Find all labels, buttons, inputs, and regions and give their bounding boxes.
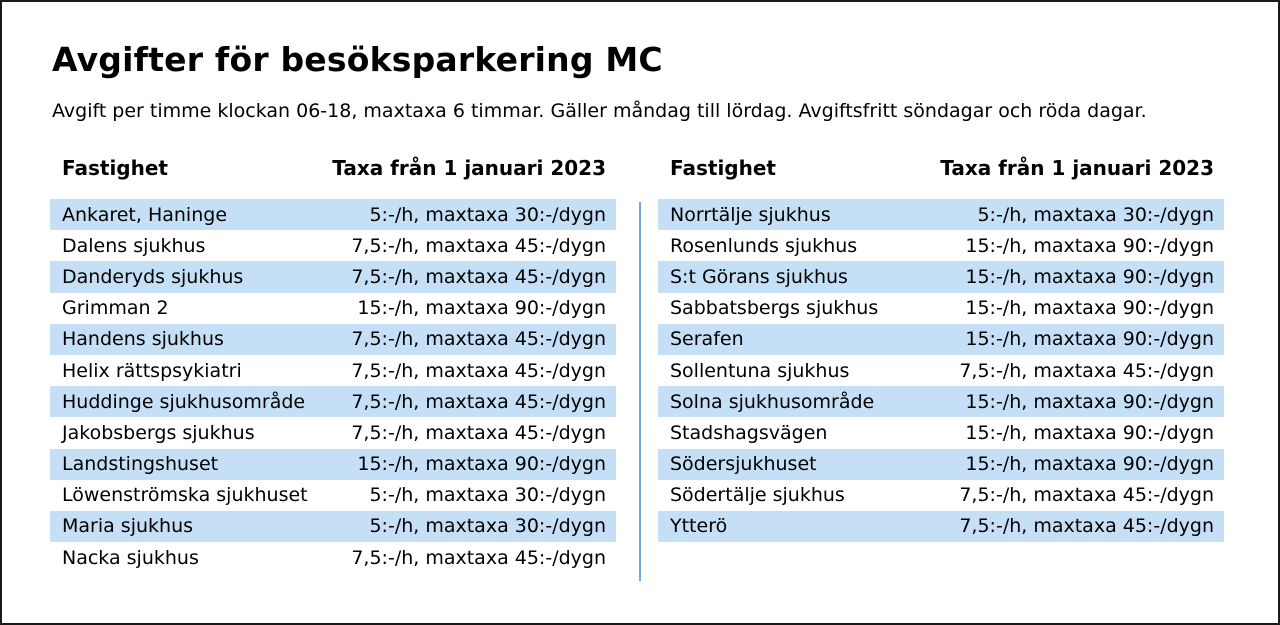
page-title: Avgifter för besöksparkering MC — [52, 40, 663, 79]
table-header — [658, 156, 1224, 190]
rate-value: 15:-/h, maxtaxa 90:-/dygn — [965, 390, 1214, 413]
rate-value: 15:-/h, maxtaxa 90:-/dygn — [965, 328, 1214, 351]
rate-value: 5:-/h, maxtaxa 30:-/dygn — [369, 515, 606, 538]
property-name: Grimman 2 — [62, 297, 169, 320]
page-subtitle: Avgift per timme klockan 06-18, maxtaxa 6 timmar. Gäller måndag till lördag. Avgiftsfritt söndagar och röda dagar. — [52, 100, 1147, 122]
property-name: Sollentuna sjukhus — [670, 359, 850, 382]
rate-value: 7,5:-/h, maxtaxa 45:-/dygn — [351, 359, 606, 382]
table-row — [50, 511, 616, 542]
property-name: Södertälje sjukhus — [670, 484, 845, 507]
rate-value: 15:-/h, maxtaxa 90:-/dygn — [357, 453, 606, 476]
rate-value: 7,5:-/h, maxtaxa 45:-/dygn — [351, 265, 606, 288]
rate-value: 7,5:-/h, maxtaxa 45:-/dygn — [959, 359, 1214, 382]
rate-value: 7,5:-/h, maxtaxa 45:-/dygn — [351, 390, 606, 413]
rate-value: 7,5:-/h, maxtaxa 45:-/dygn — [959, 484, 1214, 507]
rate-value: 15:-/h, maxtaxa 90:-/dygn — [965, 265, 1214, 288]
table-row — [658, 261, 1224, 292]
column-header-property: Fastighet — [670, 156, 776, 180]
rate-value: 5:-/h, maxtaxa 30:-/dygn — [977, 203, 1214, 226]
property-name: Jakobsbergs sjukhus — [62, 421, 255, 444]
table-row — [50, 261, 616, 292]
property-name: Löwenströmska sjukhuset — [62, 484, 308, 507]
rate-value: 5:-/h, maxtaxa 30:-/dygn — [369, 203, 606, 226]
table-row — [658, 449, 1224, 480]
rate-value: 15:-/h, maxtaxa 90:-/dygn — [965, 453, 1214, 476]
column-divider — [639, 202, 641, 581]
table-row — [50, 230, 616, 261]
property-name: Handens sjukhus — [62, 328, 224, 351]
property-name: Ytterö — [670, 515, 728, 538]
rate-value: 15:-/h, maxtaxa 90:-/dygn — [965, 297, 1214, 320]
table-row — [50, 480, 616, 511]
table-body — [50, 199, 616, 573]
property-name: Stadshagsvägen — [670, 421, 828, 444]
table-body — [658, 199, 1224, 542]
property-name: Rosenlunds sjukhus — [670, 234, 858, 257]
rate-value: 7,5:-/h, maxtaxa 45:-/dygn — [959, 515, 1214, 538]
left-fee-table — [50, 156, 616, 573]
table-row — [50, 199, 616, 230]
rate-value: 15:-/h, maxtaxa 90:-/dygn — [965, 234, 1214, 257]
column-header-rate: Taxa från 1 januari 2023 — [940, 156, 1214, 180]
table-row — [658, 230, 1224, 261]
property-name: Nacka sjukhus — [62, 546, 199, 569]
table-header — [50, 156, 616, 190]
rate-value: 5:-/h, maxtaxa 30:-/dygn — [369, 484, 606, 507]
table-row — [658, 324, 1224, 355]
property-name: Ankaret, Haninge — [62, 203, 228, 226]
table-row — [50, 449, 616, 480]
rate-value: 7,5:-/h, maxtaxa 45:-/dygn — [351, 421, 606, 444]
table-row — [50, 417, 616, 448]
table-row — [658, 417, 1224, 448]
property-name: Danderyds sjukhus — [62, 265, 244, 288]
table-row — [50, 386, 616, 417]
property-name: Serafen — [670, 328, 744, 351]
property-name: Södersjukhuset — [670, 453, 817, 476]
property-name: Landstingshuset — [62, 453, 219, 476]
table-row — [50, 324, 616, 355]
table-row — [658, 355, 1224, 386]
table-row — [50, 293, 616, 324]
table-row — [658, 293, 1224, 324]
rate-value: 15:-/h, maxtaxa 90:-/dygn — [357, 297, 606, 320]
table-row — [658, 199, 1224, 230]
property-name: Huddinge sjukhusområde — [62, 390, 306, 413]
rate-value: 7,5:-/h, maxtaxa 45:-/dygn — [351, 546, 606, 569]
rate-value: 7,5:-/h, maxtaxa 45:-/dygn — [351, 328, 606, 351]
table-row — [658, 386, 1224, 417]
rate-value: 15:-/h, maxtaxa 90:-/dygn — [965, 421, 1214, 444]
property-name: Helix rättspsykiatri — [62, 359, 242, 382]
right-fee-table — [658, 156, 1224, 542]
table-row — [50, 355, 616, 386]
table-row — [50, 542, 616, 573]
column-header-property: Fastighet — [62, 156, 168, 180]
property-name: Maria sjukhus — [62, 515, 194, 538]
rate-value: 7,5:-/h, maxtaxa 45:-/dygn — [351, 234, 606, 257]
property-name: Dalens sjukhus — [62, 234, 206, 257]
table-row — [658, 511, 1224, 542]
property-name: Norrtälje sjukhus — [670, 203, 831, 226]
property-name: S:t Görans sjukhus — [670, 265, 848, 288]
property-name: Sabbatsbergs sjukhus — [670, 297, 879, 320]
property-name: Solna sjukhusområde — [670, 390, 875, 413]
column-header-rate: Taxa från 1 januari 2023 — [332, 156, 606, 180]
table-row — [658, 480, 1224, 511]
